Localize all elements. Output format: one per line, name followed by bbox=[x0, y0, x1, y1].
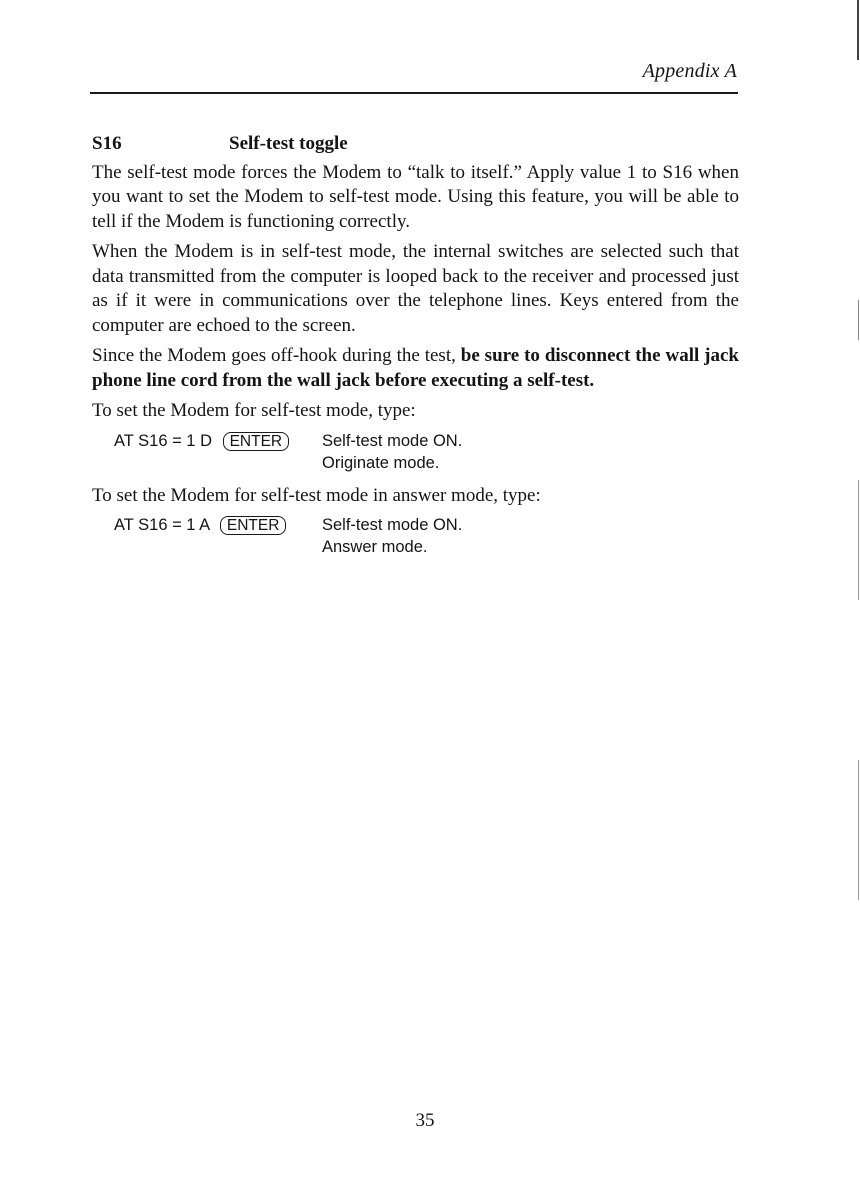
section-number: S16 bbox=[92, 133, 122, 154]
command-text: AT S16 = 1 A bbox=[114, 516, 210, 534]
page-header-title: Appendix A bbox=[642, 60, 737, 82]
enter-key-icon: ENTER bbox=[220, 516, 287, 535]
scan-edge-mark bbox=[858, 760, 859, 900]
warning-lead-text: Since the Modem goes off-hook during the test, bbox=[92, 345, 461, 366]
command-example-originate bbox=[114, 430, 739, 474]
enter-key-icon: ENTER bbox=[223, 432, 290, 451]
command-example-answer bbox=[114, 514, 739, 558]
command-mode: Answer mode. bbox=[322, 538, 428, 556]
paragraph-intro: The self-test mode forces the Modem to “talk to itself.” Apply value 1 to S16 when you want to set the Modem to self-test mode. Using this feature, you will be able to tell if the Modem is functioning correctly. bbox=[92, 161, 739, 232]
scan-edge-mark bbox=[858, 480, 859, 600]
paragraph-instruction-originate: To set the Modem for self-test mode, type: bbox=[92, 400, 416, 421]
scan-edge-mark bbox=[857, 0, 859, 60]
paragraph-instruction-answer: To set the Modem for self-test mode in answer mode, type: bbox=[92, 484, 541, 506]
scan-edge-mark bbox=[858, 300, 859, 340]
command-description: Self-test mode ON. bbox=[322, 516, 463, 534]
command-description: Self-test mode ON. bbox=[322, 431, 463, 450]
command-text: AT S16 = 1 D bbox=[114, 431, 212, 450]
warning-bold-text: be sure to disconnect the wall jack phone line cord from the wall jack before executing a self-test. bbox=[92, 345, 739, 391]
paragraph-description: When the Modem is in self-test mode, the internal switches are selected such that data transmitted from the computer is looped back to the receiver and processed just as if it were in communications over the telephone lines. Keys entered from the computer are echoed to the screen. bbox=[92, 241, 739, 336]
command-mode: Originate mode. bbox=[322, 453, 440, 472]
section-title: Self-test toggle bbox=[229, 133, 348, 154]
paragraph-warning bbox=[92, 344, 739, 393]
page-number: 35 bbox=[415, 1110, 435, 1131]
header-rule bbox=[90, 92, 738, 94]
section-heading bbox=[92, 132, 739, 157]
page-content bbox=[92, 132, 739, 568]
